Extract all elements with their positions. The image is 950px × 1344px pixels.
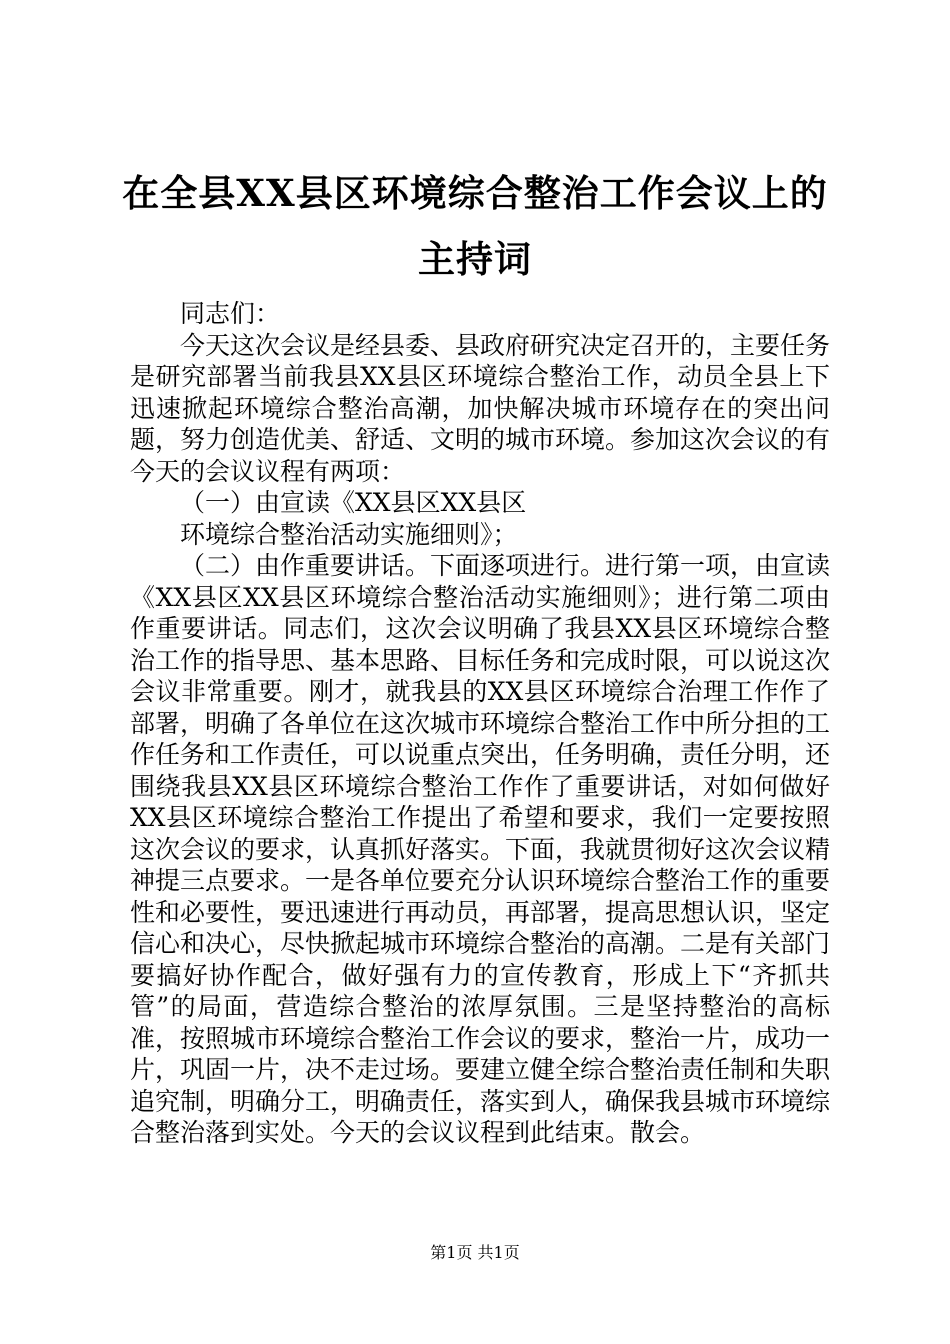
document-body [130,298,830,1149]
page-footer: 第1页 共1页 [430,1243,520,1262]
agenda-item-1-continuation: 环境综合整治活动实施细则》； [180,519,518,549]
agenda-item-2-paragraph: （二）由作重要讲话。下面逐项进行。进行第一项，由宣读《XX县区XX县区环境综合整治活动实施细则》；进行第二项由作重要讲话。同志们，这次会议明确了我县XX县区环境综合整治工作的指导思、基本思路、目标任务和完成时限，可以说这次会议非常重要。刚才，就我县的XX县区环境综合治理工作作了部署，明确了各单位在这次城市环境综合整治工作中所分担的工作任务和工作责任，可以说重点突出，任务明确，责任分明，还围绕我县XX县区环境综合整治工作作了重要讲话，对如何做好XX县区环境综合整治工作提出了希望和要求，我们一定要按照这次会议的要求，认真抓好落实。下面，我就贯彻好这次会议精神提三点要求。一是各单位要充分认识环境综合整治工作的重要性和必要性，要迅速进行再动员，再部署，提高思想认识，坚定信心和决心，尽快掀起城市环境综合整治的高潮。二是有关部门要搞好协作配合，做好强有力的宣传教育，形成上下“齐抓共管”的局面，营造综合整治的浓厚氛围。三是坚持整治的高标准，按照城市环境综合整治工作会议的要求，整治一片，成功一片，巩固一片，决不走过场。要建立健全综合整治责任制和失职追究制，明确分工，明确责任，落实到人，确保我县城市环境综合整治落到实处。今天的会议议程到此结束。散会。 [130,551,831,1147]
salutation-paragraph: 同志们： [180,299,281,328]
document-title: 在全县XX县区环境综合整治工作会议上的主持词 [122,171,828,281]
agenda-item-1-paragraph: （一）由宣读《XX县区XX县区 [180,488,527,517]
intro-paragraph: 今天这次会议是经县委、县政府研究决定召开的，主要任务是研究部署当前我县XX县区环境综合整治工作，动员全县上下迅速掀起环境综合整治高潮，加快解决城市环境存在的突出问题，努力创造优美、舒适、文明的城市环境。参加这次会议的有今天的会议议程有两项： [130,330,831,486]
